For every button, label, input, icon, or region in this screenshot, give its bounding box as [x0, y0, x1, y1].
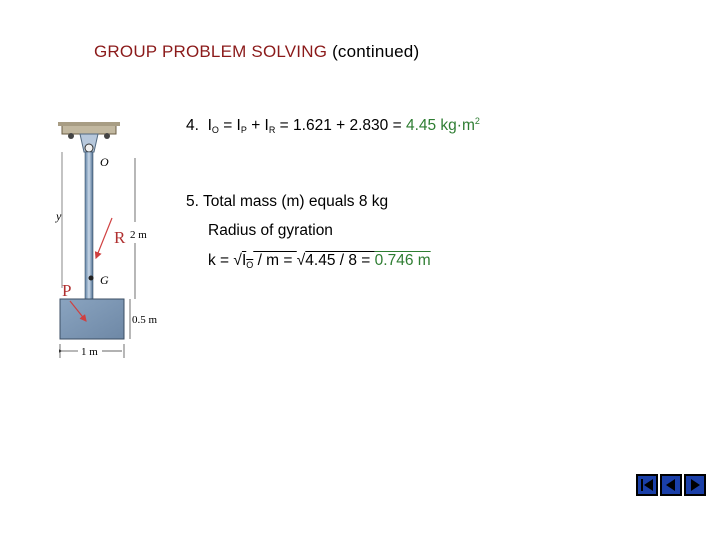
divide-by-m: / m =: [253, 252, 297, 269]
label-p: P: [62, 281, 72, 300]
label-o: O: [100, 155, 109, 169]
label-05m: 0.5 m: [132, 314, 158, 326]
label-r: R: [114, 228, 126, 247]
label-2m: 2 m: [130, 229, 147, 241]
next-page-icon: [686, 476, 704, 494]
step-4-sum: = 1.621 + 2.830 =: [275, 117, 406, 134]
radicand-2: 4.45 / 8 =: [305, 252, 375, 269]
previous-page-icon: [662, 476, 680, 494]
subscript-o-2: O: [246, 260, 254, 270]
first-page-icon: [638, 476, 656, 494]
center-g: [89, 276, 94, 281]
label-y: y: [56, 209, 62, 223]
first-page-button[interactable]: [636, 474, 658, 496]
step-5-line-3: [208, 252, 431, 270]
radicand-1: [242, 252, 297, 269]
pendulum-figure: [50, 118, 180, 368]
label-g: G: [100, 273, 109, 287]
pin-o: [85, 144, 93, 152]
step-4-equation: [186, 116, 480, 135]
step-5-answer: 0.746 m: [374, 252, 431, 269]
step-5-line-2: Radius of gyration: [208, 222, 333, 239]
step-4-answer-exponent: 2: [474, 116, 480, 126]
inertia-symbol: I: [207, 117, 212, 134]
label-1m: 1 m: [81, 346, 98, 358]
title-suffix: (continued): [327, 42, 420, 61]
inertia-symbol-2: I: [241, 252, 247, 269]
sqrt-symbol-1: √: [233, 252, 242, 269]
plus-ir: + I: [246, 117, 269, 134]
step-4-number: 4.: [186, 117, 199, 134]
subscript-p: P: [240, 125, 247, 135]
subscript-r: R: [268, 125, 276, 135]
sqrt-symbol-2: √: [296, 252, 306, 269]
previous-page-button[interactable]: [660, 474, 682, 496]
subscript-o: O: [211, 125, 219, 135]
square-plate: [60, 299, 124, 339]
equals-ip: = I: [218, 117, 241, 134]
k-prefix: k =: [208, 252, 234, 269]
step-4-answer-value: 4.45 kg·m: [405, 117, 475, 134]
title-accent: GROUP PROBLEM SOLVING: [94, 42, 328, 61]
ceiling-top: [58, 122, 120, 126]
next-page-button[interactable]: [684, 474, 706, 496]
step-4-answer: [406, 117, 480, 134]
step-5-line-1: 5. Total mass (m) equals 8 kg: [186, 193, 389, 210]
r-vector-arrow: [96, 218, 112, 258]
bolt-right: [104, 133, 110, 139]
bolt-left: [68, 133, 74, 139]
slide-title: [94, 42, 419, 62]
